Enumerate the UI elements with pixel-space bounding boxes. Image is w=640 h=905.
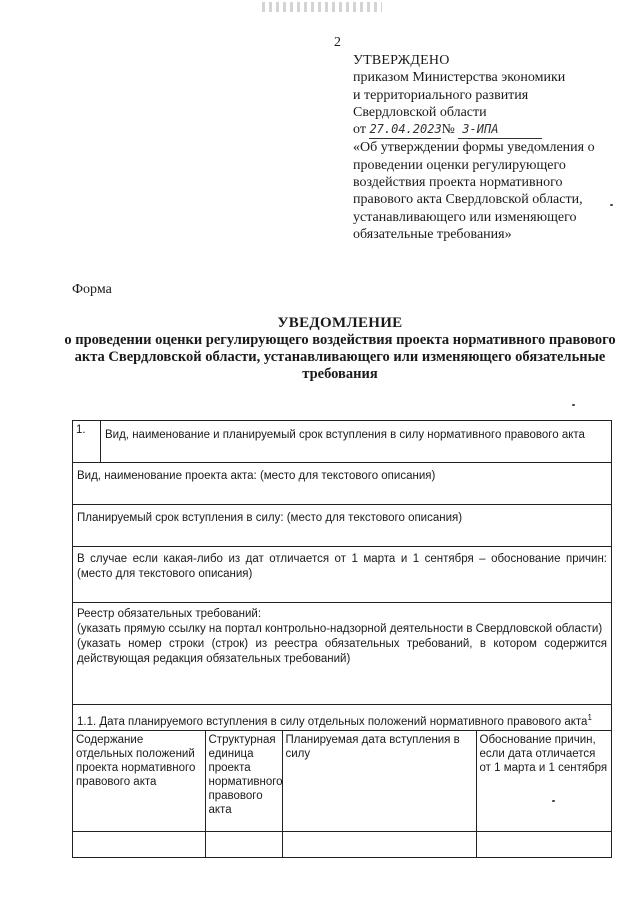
col-header-content: Содержание отдельных положений проекта нормативного правового акта [73,731,205,831]
section-1-header-row [73,421,611,463]
approval-title: УТВЕРЖДЕНО [353,53,450,68]
scan-speck [610,204,613,206]
page-number: 2 [334,35,341,50]
row-act-kind: Вид, наименование проекта акта: (место для текстового описания) [73,463,611,505]
provisions-empty-row [73,831,611,857]
notice-heading: УВЕДОМЛЕНИЕ [277,315,403,331]
cell-empty[interactable] [73,831,205,857]
handwritten-number: 3-ИПА [458,121,542,139]
approval-date-line [353,121,623,139]
approval-quote: «Об утверждении формы уведомления о проведении оценки регулирующего воздействия проекта нормативного правового акта Свердловской области, устанавливающего или изменяющего обязательные требования» [353,140,595,242]
form-label: Форма [72,282,112,297]
cell-empty[interactable] [205,831,282,857]
footnote-marker: 1 [587,713,592,722]
provisions-table [73,731,611,857]
handwritten-date: 27.04.2023 [369,121,441,139]
approval-block [353,52,623,243]
section-1-title: Вид, наименование и планируемый срок вступления в силу нормативного правового акта [105,429,585,441]
approval-line-2: и территориального развития [353,87,529,103]
cell-empty[interactable] [476,831,611,857]
notice-table [72,420,612,858]
col-header-structural-unit: Структурная единица проекта нормативного правового акта [205,731,282,831]
row-date-reason: В случае если какая-либо из дат отличается от 1 марта и 1 сентября – обоснование причин: (место для текстового описания) [73,547,611,603]
section-1-1-title: 1.1. Дата планируемого вступления в силу отдельных положений нормативного правового акта [77,715,588,728]
registry-row-hint: (указать номер строки (строк) из реестра обязательных требований, в котором содержится действующая редакция обязательных требований) [77,638,607,665]
scan-speck [572,404,575,406]
registry-link-hint: (указать прямую ссылку на портал контрольно-надзорной деятельности в Свердловской области) [77,623,603,635]
row-planned-date: Планируемый срок вступления в силу: (место для текстового описания) [73,505,611,547]
notice-title-block [60,315,620,383]
notice-subtitle: о проведении оценки регулирующего воздействия проекта нормативного правового акта Свердловской области, устанавливающего или изменяющего обязательные требования [64,332,616,382]
approval-line-1: приказом Министерства экономики [353,70,566,86]
cell-empty[interactable] [282,831,476,857]
section-1-1-header-row [73,705,611,731]
provisions-header-row [73,731,611,831]
col-header-reason: Обоснование причин, если дата отличается от 1 марта и 1 сентября [476,731,611,831]
col-header-planned-date: Планируемая дата вступления в силу [282,731,476,831]
registry-label: Реестр обязательных требований: [77,608,262,620]
number-label: № [441,122,455,138]
section-1-number: 1. [73,421,101,462]
approval-line-3: Свердловской области [353,104,487,120]
scan-speck [552,800,555,802]
from-label: от [353,122,366,138]
row-registry [73,603,611,705]
scan-artifact [262,2,382,12]
